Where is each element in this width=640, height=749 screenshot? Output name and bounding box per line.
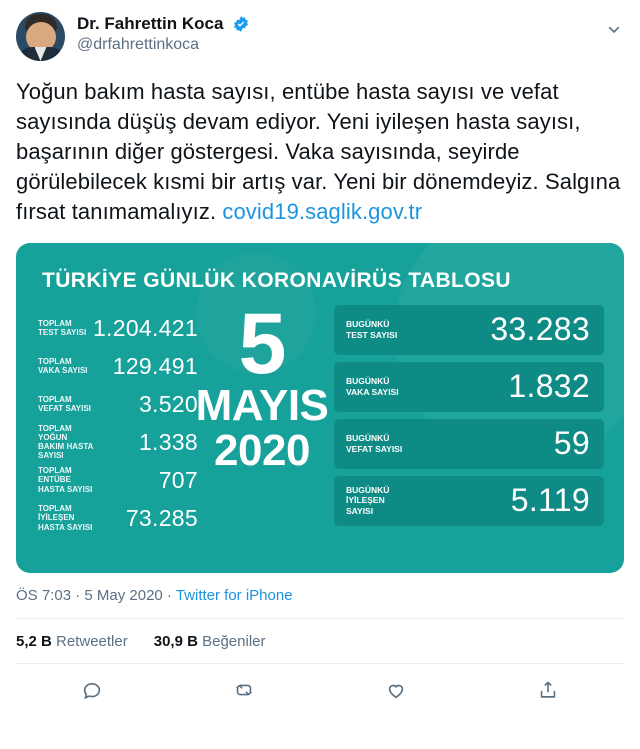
total-stats-list (38, 311, 198, 539)
daily-stat-item (334, 419, 604, 469)
total-stat-label: TOPLAM TEST SAYISI (38, 318, 87, 338)
retweet-icon[interactable] (233, 679, 255, 701)
total-stat-label: TOPLAM VAKA SAYISI (38, 356, 88, 376)
total-stat-value: 1.338 (138, 428, 198, 455)
tweet-text (16, 77, 624, 227)
tweet-header (16, 12, 624, 61)
daily-stat-value: 5.119 (510, 482, 590, 519)
card-date-year: 2020 (214, 425, 310, 475)
avatar[interactable] (16, 12, 65, 61)
account-name-block (77, 12, 250, 55)
total-stat-item (38, 311, 198, 346)
total-stat-item (38, 425, 198, 460)
verified-badge-icon (232, 15, 250, 33)
daily-stat-value: 33.283 (490, 311, 590, 348)
daily-stat-item (334, 476, 604, 526)
card-date-day: 5 (238, 295, 286, 392)
daily-stat-label: BUGÜNKÜ VEFAT SAYISI (346, 433, 403, 454)
total-stat-label: TOPLAM YOĞUN BAKIM HASTA SAYISI (38, 423, 94, 461)
total-stat-item (38, 349, 198, 384)
card-date-month: MAYIS (195, 380, 329, 430)
chevron-down-icon[interactable] (604, 20, 624, 40)
daily-stats-list (334, 305, 604, 533)
total-stat-value: 3.520 (138, 390, 198, 417)
total-stat-value: 73.285 (125, 504, 198, 531)
tweet-timestamp: ÖS 7:03 · 5 May 2020 (16, 586, 163, 604)
retweet-stat[interactable] (16, 633, 128, 650)
daily-stat-label: BUGÜNKÜ VAKA SAYISI (346, 376, 399, 397)
total-stat-value: 129.491 (112, 352, 198, 379)
tweet-link[interactable]: covid19.saglik.gov.tr (222, 198, 423, 224)
total-stat-item (38, 463, 198, 498)
total-stat-label: TOPLAM VEFAT SAYISI (38, 394, 91, 414)
retweet-label: Retweetler (56, 632, 128, 650)
reply-icon[interactable] (81, 679, 103, 701)
daily-stat-value: 59 (553, 425, 590, 462)
card-title: TÜRKİYE GÜNLÜK KORONAVİRÜS TABLOSU (42, 268, 511, 292)
tweet-text-body: Yoğun bakım hasta sayısı, entübe hasta sayısı ve vefat sayısında düşüş devam ediyor. Yeni iyileşen hasta sayısı, başarının diğer göstergesi. Vaka sayısında, seyirde görülebilecek kısmi bir artış var. Yeni bir dönemdeyiz. Salgına fırsat tanımamalıyız. (16, 79, 621, 224)
daily-stat-value: 1.832 (508, 368, 590, 405)
like-count: 30,9 B (153, 632, 198, 650)
daily-stat-label: BUGÜNKÜ TEST SAYISI (346, 319, 398, 340)
covid-table-card[interactable] (16, 243, 624, 573)
total-stat-item (38, 501, 198, 536)
total-stat-label: TOPLAM ENTÜBE HASTA SAYISI (38, 466, 93, 494)
card-date (192, 295, 332, 475)
tweet-meta (16, 587, 624, 604)
engagement-stats (16, 619, 624, 663)
daily-stat-item (334, 362, 604, 412)
total-stat-value: 1.204.421 (92, 314, 198, 341)
tweet-source[interactable]: Twitter for iPhone (175, 586, 293, 604)
account-handle[interactable]: @drfahrettinkoca (77, 36, 200, 54)
total-stat-value: 707 (158, 466, 198, 493)
daily-stat-item (334, 305, 604, 355)
share-icon[interactable] (537, 679, 559, 701)
total-stat-item (38, 387, 198, 422)
like-icon[interactable] (385, 679, 407, 701)
like-stat[interactable] (154, 633, 266, 650)
meta-separator: · (166, 586, 172, 604)
display-name[interactable]: Dr. Fahrettin Koca (77, 14, 224, 33)
like-label: Beğeniler (202, 632, 266, 650)
total-stat-label: TOPLAM İYİLEŞEN HASTA SAYISI (38, 504, 93, 532)
daily-stat-label: BUGÜNKÜ İYİLEŞEN SAYISI (346, 485, 390, 516)
retweet-count: 5,2 B (16, 632, 52, 650)
tweet-actions (16, 663, 624, 716)
